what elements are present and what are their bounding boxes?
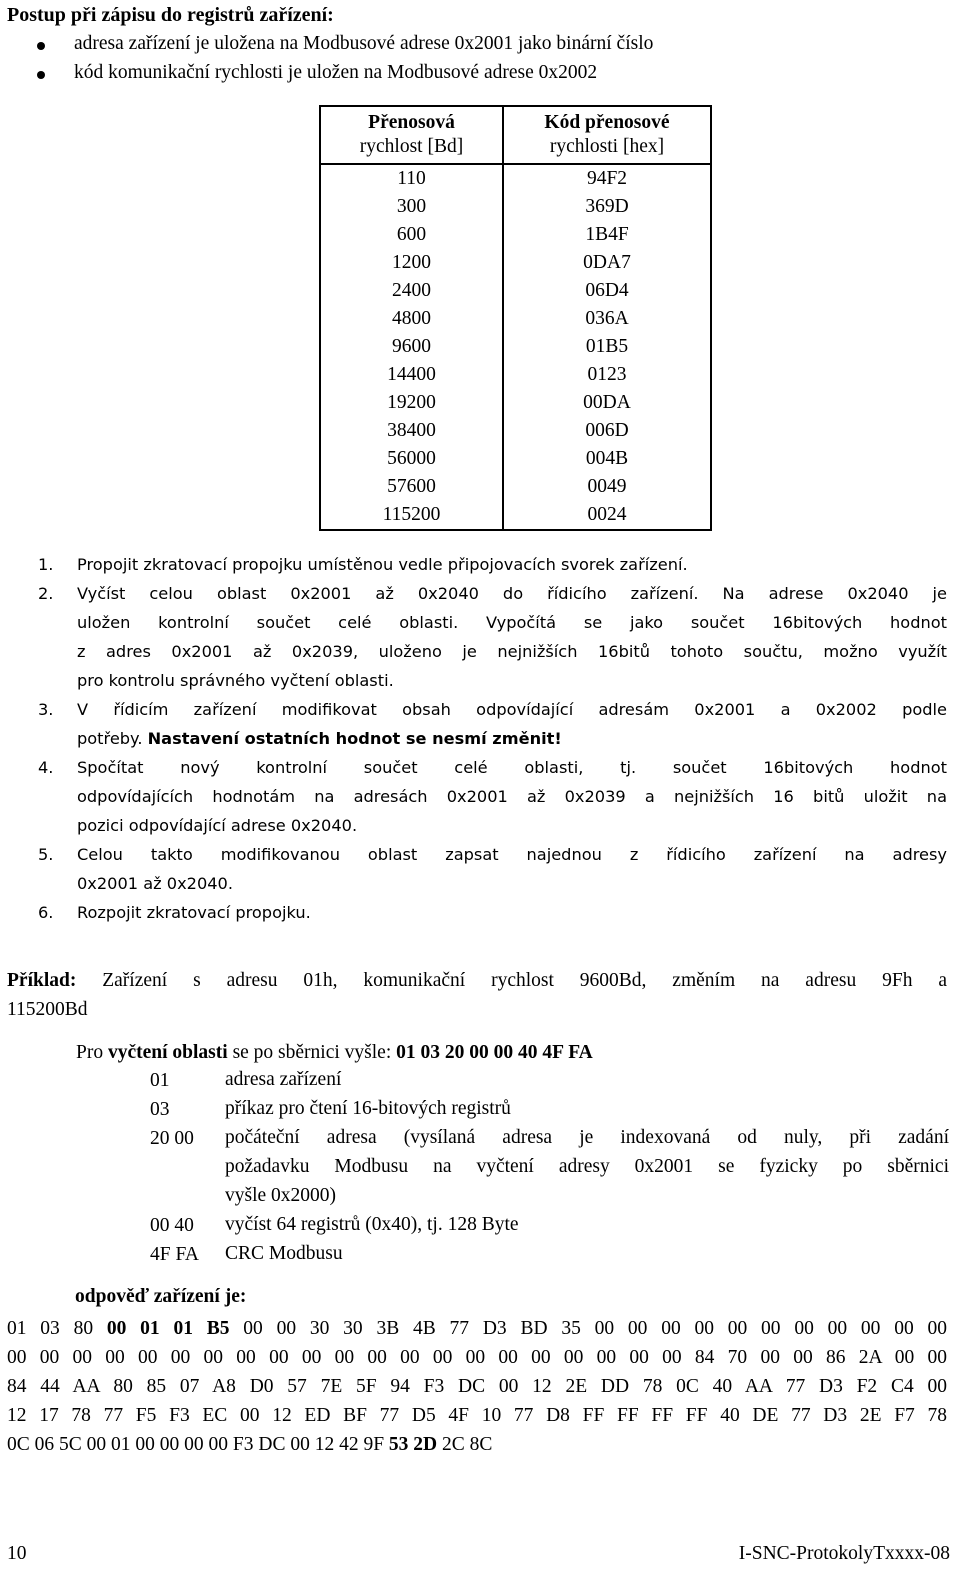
cell-baud: 57600 [320,473,503,501]
breakdown-desc-line: požadavku Modbusu na vyčtení adresy 0x2001 se fyzicky po sběrnici [225,1156,949,1177]
request-line [76,1042,593,1064]
page-number: 10 [7,1543,27,1564]
example-intro-text: Zařízení s adresu 01h, komunikační rychlost 9600Bd, změním na adresu 9Fh a [76,970,947,991]
table-row [320,305,711,333]
step-body [77,753,947,840]
cell-code: 004B [503,445,711,473]
hex-bytes: 00 00 30 30 3B 4B 77 D3 BD 35 00 00 00 00 00 00 00 00 00 00 00 [229,1318,947,1339]
breakdown-code: 03 [150,1099,170,1120]
cell-code: 369D [503,193,711,221]
cell-baud: 4800 [320,305,503,333]
response-hex-dump [7,1314,947,1459]
request-emphasis: vyčtení oblasti [107,1042,228,1063]
cell-code: 0049 [503,473,711,501]
breakdown-code: 20 00 [150,1128,194,1149]
cell-baud: 19200 [320,389,503,417]
breakdown-desc: adresa zařízení [225,1069,342,1090]
table-row [320,473,711,501]
step-number: 2. [38,584,54,603]
cell-baud: 300 [320,193,503,221]
cell-code: 0DA7 [503,249,711,277]
table-row [320,277,711,305]
step-text: Propojit zkratovací propojku umístěnou vedle připojovacích svorek zařízení. [77,555,688,574]
baud-rate-table [319,105,712,531]
cell-baud: 56000 [320,445,503,473]
breakdown-desc-line: vyšle 0x2000) [225,1185,337,1206]
step-number: 6. [38,903,54,922]
step-text: z adres 0x2001 až 0x2039, uloženo je nejnižších 16bitů tohoto součtu, možno využít [77,642,947,661]
step-text: Vyčíst celou oblast 0x2001 až 0x2040 do řídicího zařízení. Na adrese 0x2040 je [77,584,947,603]
hex-row [7,1314,947,1343]
example-intro-line [7,970,947,992]
step-number: 3. [38,700,54,719]
example-intro [7,970,947,992]
hex-bytes: 01 03 80 [7,1318,107,1339]
cell-baud: 115200 [320,501,503,530]
step-number: 1. [38,555,54,574]
table-row [320,445,711,473]
example-label: Příklad: [7,970,77,991]
bullet-text: adresa zařízení je uložena na Modbusové adrese 0x2001 jako binární číslo [74,33,654,54]
step-text: uložen kontrolní součet celé oblasti. Vypočítá se jako součet 16bitových hodnot [77,613,947,632]
hex-row: 12 17 78 77 F5 F3 EC 00 12 ED BF 77 D5 4F 10 77 D8 FF FF FF FF 40 DE 77 D3 2E F7 78 [7,1405,947,1426]
cell-code: 06D4 [503,277,711,305]
step-text: Rozpojit zkratovací propojku. [77,903,311,922]
step-body [77,579,947,695]
cell-code: 0123 [503,361,711,389]
response-heading: odpověď zařízení je: [75,1286,247,1307]
step-text-part: potřeby. [77,729,148,748]
cell-baud: 1200 [320,249,503,277]
cell-code: 0024 [503,501,711,530]
step-body [77,898,937,927]
cell-baud: 14400 [320,361,503,389]
table-row [320,221,711,249]
breakdown-desc: příkaz pro čtení 16-bitových registrů [225,1098,511,1119]
cell-code: 036A [503,305,711,333]
hex-bytes-highlight: 00 01 01 B5 [106,1318,230,1339]
table-row [320,193,711,221]
table-row [320,389,711,417]
hex-row: 00 00 00 00 00 00 00 00 00 00 00 00 00 00 00 00 00 00 00 00 00 84 70 00 00 86 2A 00 00 [7,1347,947,1368]
request-bytes: 01 03 20 00 00 40 4F FA [396,1042,593,1063]
step-text: pozici odpovídající adrese 0x2040. [77,816,358,835]
hex-row [7,1430,947,1459]
cell-baud: 2400 [320,277,503,305]
header-baud-rate-line2: rychlost [Bd] [359,136,464,157]
table-row [320,333,711,361]
step-body [77,840,947,898]
page-heading: Postup při zápisu do registrů zařízení: [7,4,334,26]
bullet-dot-icon [37,42,45,50]
step-body [77,695,947,753]
step-text: 0x2001 až 0x2040. [77,874,234,893]
step-text: pro kontrolu správného vyčtení oblasti. [77,671,394,690]
breakdown-code: 4F FA [150,1244,199,1265]
breakdown-desc: CRC Modbusu [225,1243,343,1264]
breakdown-desc: vyčíst 64 registrů (0x40), tj. 128 Byte [225,1214,519,1235]
step-warning: Nastavení ostatních hodnot se nesmí změnit! [147,729,562,748]
step-number: 4. [38,758,54,777]
cell-code: 94F2 [503,164,711,193]
header-rate-code [503,106,711,164]
step-text: odpovídajících hodnotám na adresách 0x2001 až 0x2039 a nejnižších 16 bitů uložit na [77,787,947,806]
cell-baud: 38400 [320,417,503,445]
bullet-dot-icon [37,71,45,79]
table-row [320,361,711,389]
step-text: Spočítat nový kontrolní součet celé oblasti, tj. součet 16bitových hodnot [77,758,947,777]
request-text: se po sběrnici vyšle: [227,1042,397,1063]
breakdown-code: 01 [150,1070,170,1091]
table-row [320,501,711,530]
bullet-text: kód komunikační rychlosti je uložen na Modbusové adrese 0x2002 [74,62,598,83]
cell-baud: 600 [320,221,503,249]
step-body [77,550,937,579]
step-number: 5. [38,845,54,864]
cell-code: 006D [503,417,711,445]
table-header-row [320,106,711,164]
cell-baud: 9600 [320,333,503,361]
breakdown-desc-line: počáteční adresa (vysílaná adresa je indexovaná od nuly, při zadání [225,1127,949,1148]
hex-bytes: 0C 06 5C 00 01 00 00 00 00 F3 DC 00 12 42 9F [7,1434,389,1455]
cell-baud: 110 [320,164,503,193]
step-text: Celou takto modifikovanou oblast zapsat najednou z řídicího zařízení na adresy [77,845,947,864]
request-text: Pro [76,1042,108,1063]
header-baud-rate-line1: Přenosová [368,112,455,133]
example-intro-line2: 115200Bd [7,999,88,1020]
header-baud-rate [320,106,503,164]
breakdown-desc [225,1123,949,1210]
table-row [320,249,711,277]
header-rate-code-line1: Kód přenosové [544,112,670,133]
step-text [77,724,947,753]
hex-bytes-highlight: 53 2D [388,1434,438,1455]
header-rate-code-line2: rychlosti [hex] [549,136,665,157]
cell-code: 1B4F [503,221,711,249]
table-row [320,417,711,445]
cell-code: 00DA [503,389,711,417]
cell-code: 01B5 [503,333,711,361]
hex-bytes: 2C 8C [437,1434,493,1455]
hex-row: 84 44 AA 80 85 07 A8 D0 57 7E 5F 94 F3 DC 00 12 2E DD 78 0C 40 AA 77 D3 F2 C4 00 [7,1376,947,1397]
breakdown-code: 00 40 [150,1215,194,1236]
step-text: V řídicím zařízení modifikovat obsah odpovídající adresám 0x2001 a 0x2002 podle [77,700,947,719]
document-id: I-SNC-ProtokolyTxxxx-08 [738,1543,950,1564]
table-row [320,164,711,193]
